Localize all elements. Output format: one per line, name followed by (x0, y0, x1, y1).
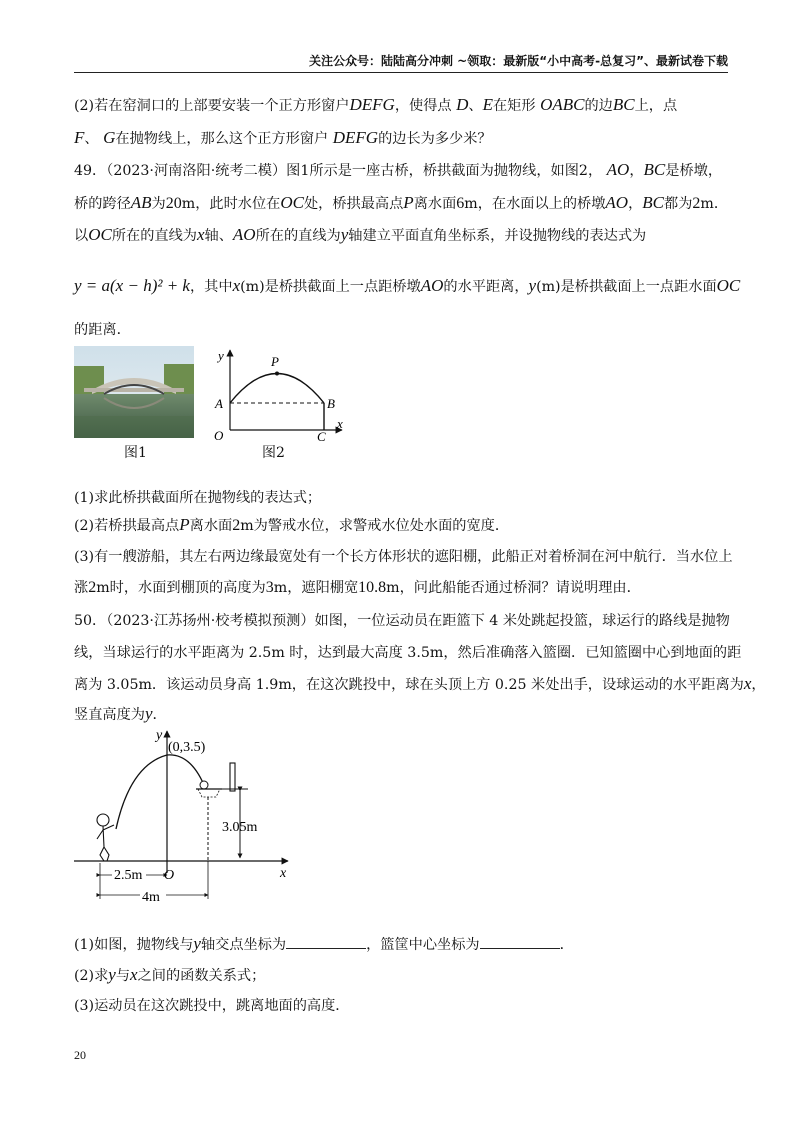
q50-part1: (1)如图，抛物线与y轴交点坐标为 ，篮筐中心坐标为 ． (74, 934, 574, 953)
backboard (230, 763, 235, 791)
q49-line1: 49．（2023·河南洛阳·统考二模）图1所示是一座古桥，桥拱截面为抛物线，如图2， AO，BC是桥墩， (74, 160, 723, 179)
q49-part1: (1)求此桥拱截面所在抛物线的表达式； (74, 490, 322, 506)
label-4m: 4m (142, 890, 160, 905)
arch-curve (230, 374, 324, 404)
figure2-caption: 图2 (262, 445, 285, 461)
label-b: B (327, 396, 335, 411)
label-c: C (317, 429, 326, 444)
hoop-net (198, 789, 220, 797)
q50-part2: (2)求y与x之间的函数关系式； (74, 965, 266, 984)
answer-blank-2[interactable] (480, 934, 560, 949)
label-2-5m: 2.5m (114, 868, 143, 883)
q49-part3-line2: 涨2m时，水面到棚顶的高度为3m，遮阳棚宽10.8m，问此船能否通过桥洞？请说明理由． (74, 579, 641, 596)
page-header: 关注公众号：陆陆高分冲刺 ~领取：最新版“小中高考-总复习”、最新试卷下载 (74, 52, 728, 73)
answer-blank-1[interactable] (286, 934, 366, 949)
q48-part2-line2: F、 G在抛物线上，那么这个正方形窗户 DEFG的边长为多少米？ (74, 128, 492, 147)
point-p (275, 372, 279, 376)
ball-trajectory (116, 755, 204, 829)
page-number: 20 (74, 1048, 86, 1062)
label-y: y (156, 728, 163, 743)
bridge-diagram (200, 346, 360, 446)
q49-line2: 桥的跨径AB为20m，此时水位在OC处，桥拱最高点P离水面6m，在水面以上的桥墩AO，BC都为2m． (74, 193, 729, 212)
label-height: 3.05m (222, 820, 258, 835)
player-body (97, 825, 114, 861)
figure1-caption: 图1 (124, 445, 147, 461)
bridge-photo (74, 346, 194, 438)
ball (200, 781, 208, 789)
label-o: O (164, 868, 175, 883)
q49-line5: 的距离． (74, 322, 131, 338)
q50-line3: 离为 3.05m．该运动员身高 1.9m，在这次跳投中，球在头顶上方 0.25 米处出手，设球运动的水平距离为x， (74, 674, 766, 693)
q48-part2-line1: (2)若在窑洞口的上部要安装一个正方形窗户DEFG，使得点 D、E在矩形 OABC的边BC上，点 (74, 95, 678, 114)
label-p: P (271, 354, 279, 369)
q49-part3-line1: (3)有一艘游船，其左右两边缘最宽处有一个长方体形状的遮阳棚，此船正对着桥洞在河中航行．当水位上 (74, 549, 733, 565)
q49-line3: 以OC所在的直线为x轴、AO所在的直线为y轴建立平面直角坐标系，并设抛物线的表达式为 (74, 225, 647, 244)
label-a: A (215, 396, 223, 411)
player-head (97, 814, 109, 826)
q50-line1: 50．（2023·江苏扬州·校考模拟预测）如图，一位运动员在距篮下 4 米处跳起投篮，球运行的路线是抛物 (74, 613, 730, 629)
q50-part3: (3)运动员在这次跳投中，跳离地面的高度． (74, 998, 350, 1014)
basketball-diagram (70, 725, 300, 910)
label-x: x (337, 416, 343, 431)
label-vertex: (0,3.5) (168, 740, 206, 755)
q49-line4: y = a(x − h)² + k，其中x(m)是桥拱截面上一点距桥墩AO的水平距离，y(m)是桥拱截面上一点距水面OC (74, 276, 741, 295)
q49-part2: (2)若桥拱最高点P离水面2m为警戒水位，求警戒水位处水面的宽度． (74, 515, 510, 534)
label-y: y (218, 348, 224, 363)
q50-line4: 竖直高度为y． (74, 704, 167, 723)
label-x: x (280, 866, 287, 881)
q50-line2: 线，当球运行的水平距离为 2.5m 时，达到最大高度 3.5m，然后准确落入篮圈．已知篮圈中心到地面的距 (74, 645, 742, 661)
label-o: O (214, 428, 224, 443)
